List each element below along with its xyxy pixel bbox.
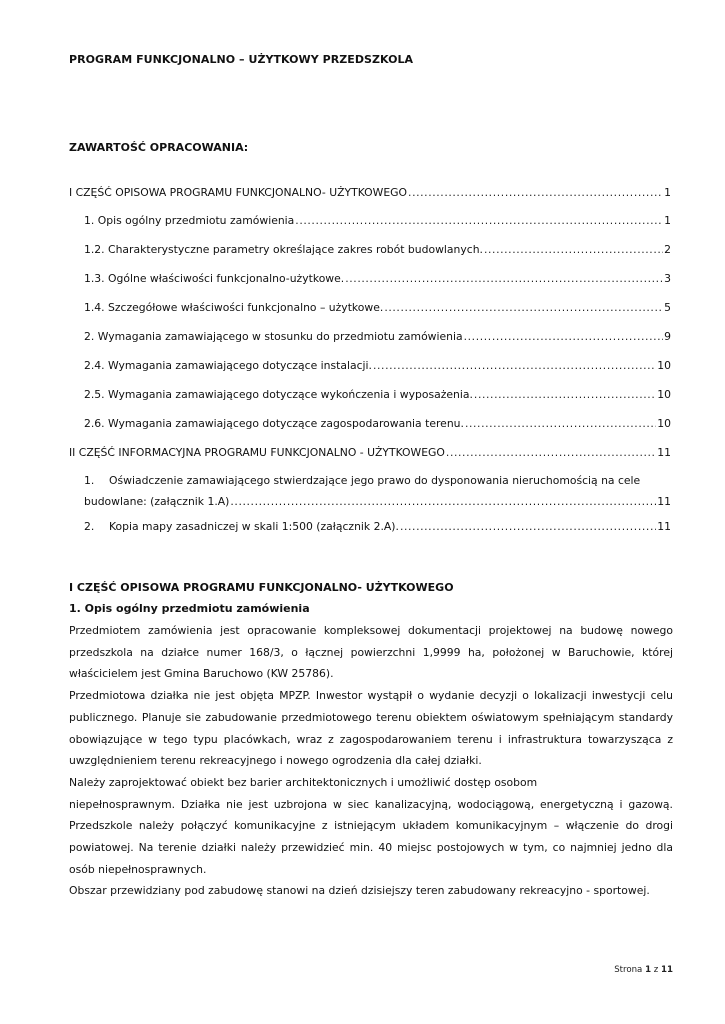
toc-dot-leader xyxy=(474,388,656,401)
toc-dot-leader xyxy=(373,359,656,372)
toc-entry-line-2 xyxy=(84,495,671,508)
toc-entry-title: 2. Wymagania zamawiającego w stosunku do przedmiotu zamówienia xyxy=(84,330,463,343)
paragraph: Obszar przewidziany pod zabudowę stanowi na dzień dzisiejszy teren zabudowany rekreacyjno - sportowej. xyxy=(69,884,650,898)
footer-total-pages: 11 xyxy=(661,965,673,975)
toc-entry-line-1 xyxy=(84,474,671,487)
toc-entry-page: 11 xyxy=(657,446,671,459)
subsection-heading: 1. Opis ogólny przedmiotu zamówienia xyxy=(69,602,310,615)
toc-entry-number: 1. xyxy=(84,474,95,487)
toc-dot-leader xyxy=(400,520,656,533)
paragraph: Przedmiotowa działka nie jest objęta MPZP. Inwestor wystąpił o wydanie decyzji o lokalizacji inwestycji celu publicznego. Planuje sie zabudowanie przedmiotowego terenu obiektem oświatowym spełniającym standardy obowiązujące w tego typu placówkach, wraz z zagospodarowaniem terenu i infrastruktura towarzysząca z uwzględnieniem terenu rekreacyjnego i nowego ogrodzenia dla całej działki. xyxy=(69,689,673,768)
paragraph: Przedmiotem zamówienia jest opracowanie kompleksowej dokumentacji projektowej na budowę nowego przedszkola na działce numer 168/3, o łącznej powierzchni 1,9999 ha, położonej w Baruchowie, której właścicielem jest Gmina Baruchowo (KW 25786). xyxy=(69,624,673,681)
toc-entry-page: 5 xyxy=(664,301,671,314)
toc-entry-title-wrap xyxy=(84,520,399,533)
page-footer xyxy=(614,965,673,975)
toc-entry[interactable] xyxy=(84,272,671,285)
toc-entry-title: I CZĘŚĆ OPISOWA PROGRAMU FUNKCJONALNO- UŻYTKOWEGO xyxy=(69,186,408,199)
toc-entry-page: 3 xyxy=(664,272,671,285)
toc-entry[interactable] xyxy=(84,214,671,227)
footer-label: Strona xyxy=(614,965,643,975)
toc-entry[interactable] xyxy=(84,520,671,533)
toc-entry[interactable] xyxy=(69,186,671,199)
toc-entry[interactable] xyxy=(84,388,671,401)
footer-current-page: 1 xyxy=(645,965,652,975)
toc-dot-leader xyxy=(484,243,663,256)
toc-dot-leader xyxy=(230,495,656,508)
toc-entry[interactable] xyxy=(84,330,671,343)
section-heading: I CZĘŚĆ OPISOWA PROGRAMU FUNKCJONALNO- UŻYTKOWEGO xyxy=(69,581,454,594)
toc-entry[interactable] xyxy=(69,446,671,459)
toc-entry-title: 2.5. Wymagania zamawiającego dotyczące wykończenia i wyposażenia. xyxy=(84,388,473,401)
toc-entry-page: 10 xyxy=(657,359,671,372)
toc-entry[interactable] xyxy=(84,243,671,256)
toc-entry-title: Kopia mapy zasadniczej w skali 1:500 (załącznik 2.A). xyxy=(109,520,399,533)
footer-of: z xyxy=(653,965,659,975)
toc-entry-number: 2. xyxy=(84,520,95,533)
toc-entry-page: 10 xyxy=(657,417,671,430)
toc-dot-leader xyxy=(408,186,663,199)
toc-dot-leader xyxy=(384,301,663,314)
toc-dot-leader xyxy=(464,330,664,343)
toc-entry-page: 9 xyxy=(664,330,671,343)
toc-entry-title: 2.4. Wymagania zamawiającego dotyczące instalacji. xyxy=(84,359,372,372)
toc-entry-title: 1.4. Szczegółowe właściwości funkcjonalno – użytkowe. xyxy=(84,301,384,314)
toc-dot-leader xyxy=(446,446,656,459)
toc-entry-title: II CZĘŚĆ INFORMACYJNA PROGRAMU FUNKCJONALNO - UŻYTKOWEGO xyxy=(69,446,445,459)
toc-entry-multiline[interactable] xyxy=(84,474,671,508)
toc-entry-title: Oświadczenie zamawiającego stwierdzające jego prawo do dysponowania nieruchomością na cele xyxy=(109,474,641,487)
toc-entry[interactable] xyxy=(84,301,671,314)
toc-dot-leader xyxy=(295,214,663,227)
toc-entry[interactable] xyxy=(84,417,671,430)
body-text xyxy=(69,620,673,902)
document-title: PROGRAM FUNKCJONALNO – UŻYTKOWY PRZEDSZKOLA xyxy=(69,53,414,66)
toc-entry-page: 11 xyxy=(657,520,671,533)
toc-heading: ZAWARTOŚĆ OPRACOWANIA: xyxy=(69,141,249,154)
paragraph: Należy zaprojektować obiekt bez barier architektonicznych i umożliwić dostęp osobom xyxy=(69,775,538,789)
toc-entry-page: 11 xyxy=(657,495,671,508)
toc-entry-title: 1.3. Ogólne właściwości funkcjonalno-użytkowe. xyxy=(84,272,345,285)
toc-entry-title: 1. Opis ogólny przedmiotu zamówienia xyxy=(84,214,295,227)
toc-entry-page: 10 xyxy=(657,388,671,401)
toc-entry-title-cont: budowlane: (załącznik 1.A) xyxy=(84,495,230,508)
paragraph: niepełnosprawnym. Działka nie jest uzbrojona w siec kanalizacyjną, wodociągową, energetyczną i gazową. Przedszkole należy połączyć komunikacyjne z istniejącym układem komunikacyjnym – włączenie do drogi powiatowej. Na terenie działki należy przewidzieć min. 40 miejsc postojowych w tym, co najmniej jedno dla osób niepełnosprawnych. xyxy=(69,797,673,876)
toc-entry[interactable] xyxy=(84,359,671,372)
toc-dot-leader xyxy=(465,417,656,430)
toc-entry-page: 2 xyxy=(664,243,671,256)
toc-entry-title: 2.6. Wymagania zamawiającego dotyczące zagospodarowania terenu. xyxy=(84,417,464,430)
toc-dot-leader xyxy=(345,272,663,285)
toc-entry-page: 1 xyxy=(664,214,671,227)
toc-entry-title: 1.2. Charakterystyczne parametry określające zakres robót budowlanych. xyxy=(84,243,483,256)
toc-entry-page: 1 xyxy=(664,186,671,199)
